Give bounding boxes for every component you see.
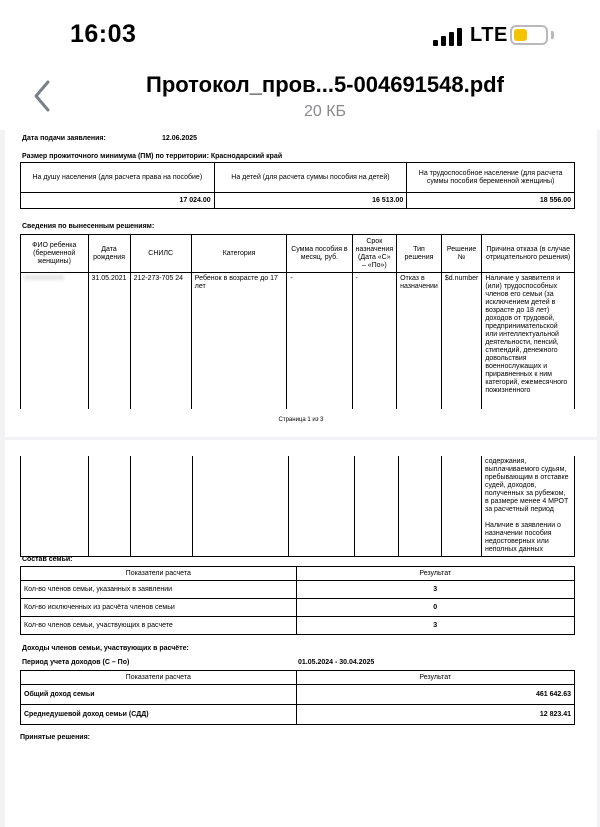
column-header: Срок назначения (Дата «С» – «По») bbox=[352, 235, 397, 273]
decisions-table-continued bbox=[20, 456, 575, 557]
income-table bbox=[20, 670, 575, 725]
decisions-title: Сведения по вынесенным решениям: bbox=[22, 223, 155, 230]
column-header: Результат bbox=[296, 567, 574, 581]
refusal-reason-continued: содержания, выплачиваемого судьям, пребывающим в отставке судей, доходов, полученных за рубежом, в размере менее 4 МРОТ за расчетный период Наличие в заявлении о назначении пособия недостоверных или неполных данных bbox=[482, 456, 575, 557]
subsistence-value: 17 024.00 bbox=[21, 193, 215, 209]
table-row: Среднедушевой доход семьи (СДД) 12 823.41 bbox=[21, 705, 575, 725]
table-row: Кол-во исключенных из расчёта членов семьи 0 bbox=[21, 599, 575, 617]
file-header bbox=[0, 68, 600, 130]
battery-cap bbox=[551, 31, 554, 39]
amount: - bbox=[287, 273, 352, 409]
column-header: СНИЛС bbox=[130, 235, 191, 273]
subsistence-header: На душу населения (для расчета права на пособие) bbox=[21, 163, 215, 193]
category: Ребенок в возрасте до 17 лет bbox=[191, 273, 287, 409]
table-row: Кол-во членов семьи, участвующих в расчете 3 bbox=[21, 617, 575, 635]
status-time: 16:03 bbox=[70, 20, 137, 48]
column-header: Сумма пособия в месяц, руб. bbox=[287, 235, 352, 273]
page-number: Страница 1 из 3 bbox=[278, 417, 324, 423]
subsistence-title: Размер прожиточного минимума (ПМ) по территории: Краснодарский край bbox=[22, 153, 283, 160]
back-button[interactable] bbox=[28, 76, 58, 116]
child-name-redacted bbox=[21, 273, 89, 409]
income-period: 01.05.2024 - 30.04.2025 bbox=[298, 659, 375, 666]
column-header: Дата рождения bbox=[88, 235, 130, 273]
column-header: Причина отказа (в случае отрицательного решения) bbox=[482, 235, 575, 273]
refusal-reason: Наличие у заявителя и (или) трудоспособных членов его семьи (за исключением детей в возрасте до 18 лет) доходов от трудовой, предпринимательской или интеллектуальной деятельности, пенсий, стипендий, денежного довольствия военнослужащих и приравненных к ним категорий, ежемесячного пожизненного bbox=[482, 273, 575, 409]
signal-icon bbox=[433, 28, 463, 46]
column-header: Категория bbox=[191, 235, 287, 273]
table-row bbox=[21, 273, 575, 409]
income-period-label: Период учета доходов (С – По) bbox=[22, 659, 130, 666]
column-header: ФИО ребенка (беременной женщины) bbox=[21, 235, 89, 273]
subsistence-value: 18 556.00 bbox=[407, 193, 575, 209]
table-row bbox=[21, 456, 575, 557]
pdf-page-2[interactable] bbox=[5, 440, 597, 827]
file-size: 20 КБ bbox=[303, 103, 347, 120]
table-row: Кол-во членов семьи, указанных в заявлении 3 bbox=[21, 581, 575, 599]
pdf-page-1[interactable] bbox=[5, 130, 597, 437]
column-header: Показатели расчета bbox=[21, 671, 297, 685]
snils: 212-273-705 24 bbox=[130, 273, 191, 409]
income-title: Доходы членов семьи, участвующих в расчёте: bbox=[22, 645, 189, 652]
family-table bbox=[20, 566, 575, 635]
column-header: Тип решения bbox=[397, 235, 442, 273]
family-title: Состав семьи: bbox=[22, 556, 73, 563]
application-date: 12.06.2025 bbox=[162, 135, 198, 142]
decision-type: Отказ в назначении bbox=[397, 273, 442, 409]
subsistence-header: На детей (для расчета суммы пособия на детей) bbox=[214, 163, 407, 193]
decision-number: $d.number bbox=[441, 273, 481, 409]
decisions-table bbox=[20, 234, 575, 409]
period: - bbox=[352, 273, 397, 409]
network-label: LTE bbox=[470, 24, 508, 46]
column-header: Показатели расчета bbox=[21, 567, 297, 581]
subsistence-header: На трудоспособное население (для расчета суммы пособия беременной женщины) bbox=[407, 163, 575, 193]
table-row: Общий доход семьи 461 642.63 bbox=[21, 685, 575, 705]
application-date-label: Дата подачи заявления: bbox=[22, 135, 106, 142]
chevron-left-icon bbox=[28, 76, 58, 116]
file-name: Протокол_пров...5-004691548.pdf bbox=[146, 72, 504, 97]
battery-icon bbox=[510, 25, 548, 45]
column-header: Решение № bbox=[441, 235, 481, 273]
column-header: Результат bbox=[296, 671, 574, 685]
status-bar bbox=[0, 0, 600, 68]
birth-date: 31.05.2021 bbox=[88, 273, 130, 409]
subsistence-table bbox=[20, 162, 575, 209]
subsistence-value: 16 513.00 bbox=[214, 193, 407, 209]
decisions-taken-title: Принятые решения: bbox=[20, 734, 91, 741]
